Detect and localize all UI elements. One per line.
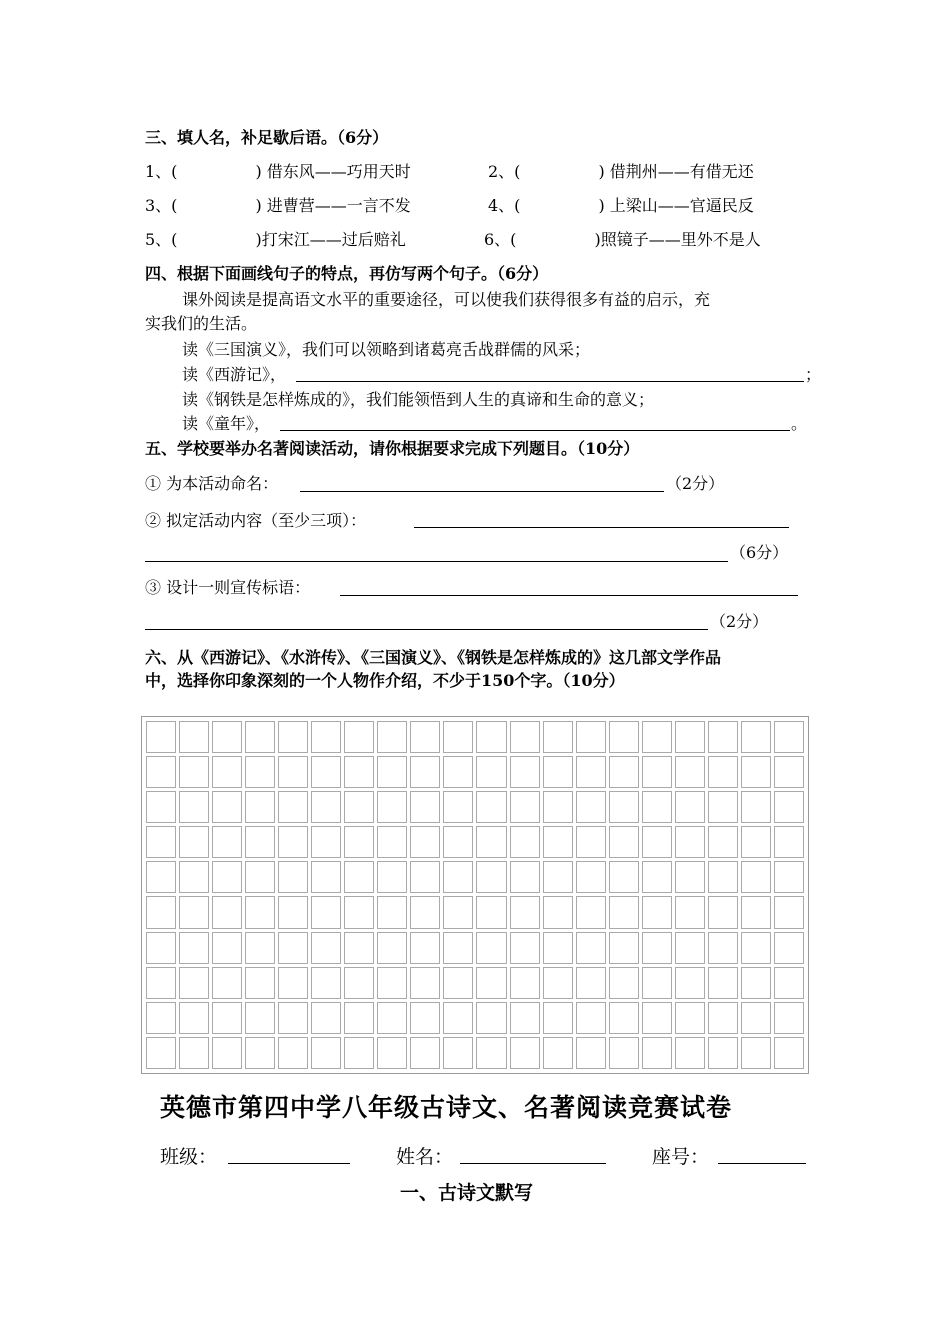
grid-cell[interactable] <box>278 967 308 999</box>
idiom-item-2: 2、( ) 借荆州——有借无还 <box>488 162 754 181</box>
imitation-answer-line-1[interactable] <box>296 381 804 382</box>
idiom-item-3: 3、( ) 进曹营——一言不发 <box>145 196 411 215</box>
grid-cell[interactable] <box>510 1002 540 1034</box>
grid-cell[interactable] <box>708 896 738 928</box>
grid-cell[interactable] <box>609 861 639 893</box>
grid-cell[interactable] <box>377 1002 407 1034</box>
grid-cell[interactable] <box>344 791 374 823</box>
q3-score: （2分） <box>710 612 769 631</box>
grid-cell[interactable] <box>576 756 606 788</box>
grid-cell[interactable] <box>774 967 804 999</box>
grid-cell[interactable] <box>146 861 176 893</box>
grid-cell[interactable] <box>377 1037 407 1069</box>
activity-content-line-2[interactable] <box>145 561 728 562</box>
name-label: 姓名： <box>396 1146 454 1168</box>
grid-cell[interactable] <box>245 861 275 893</box>
grid-cell[interactable] <box>741 896 771 928</box>
grid-cell[interactable] <box>576 1002 606 1034</box>
grid-cell[interactable] <box>708 1002 738 1034</box>
grid-cell[interactable] <box>609 756 639 788</box>
grid-cell[interactable] <box>510 791 540 823</box>
grid-cell[interactable] <box>278 756 308 788</box>
grid-cell[interactable] <box>675 967 705 999</box>
grid-cell[interactable] <box>146 967 176 999</box>
grid-cell[interactable] <box>774 826 804 858</box>
grid-cell[interactable] <box>708 791 738 823</box>
grid-cell[interactable] <box>576 967 606 999</box>
idiom-number: 4、( <box>488 196 521 215</box>
grid-cell[interactable] <box>311 791 341 823</box>
grid-cell[interactable] <box>476 967 506 999</box>
idiom-item-4: 4、( ) 上梁山——官逼民反 <box>488 196 754 215</box>
grid-cell[interactable] <box>774 1002 804 1034</box>
example-sentence: 读《三国演义》，我们可以领略到诸葛亮舌战群儒的风采； <box>182 340 591 359</box>
grid-cell[interactable] <box>377 861 407 893</box>
grid-cell[interactable] <box>212 861 242 893</box>
section4-intro-line1: 课外阅读是提高语文水平的重要途径，可以使我们获得很多有益的启示，充 <box>182 290 711 309</box>
grid-cell[interactable] <box>510 1037 540 1069</box>
name-field[interactable] <box>460 1163 606 1164</box>
grid-cell[interactable] <box>377 721 407 753</box>
grid-cell[interactable] <box>510 756 540 788</box>
q1-label: ① 为本活动命名： <box>145 474 279 493</box>
grid-cell[interactable] <box>443 1002 473 1034</box>
grid-cell[interactable] <box>377 967 407 999</box>
grid-cell[interactable] <box>278 932 308 964</box>
grid-cell[interactable] <box>443 932 473 964</box>
section4-heading: 四、根据下面画线句子的特点，再仿写两个句子。（6分） <box>145 264 549 283</box>
grid-cell[interactable] <box>741 1037 771 1069</box>
grid-cell[interactable] <box>179 1002 209 1034</box>
idiom-item-1: 1、( ) 借东风——巧用天时 <box>145 162 411 181</box>
grid-cell[interactable] <box>774 1037 804 1069</box>
grid-cell[interactable] <box>410 896 440 928</box>
grid-cell[interactable] <box>344 721 374 753</box>
grid-cell[interactable] <box>510 932 540 964</box>
grid-cell[interactable] <box>741 1002 771 1034</box>
grid-cell[interactable] <box>443 1037 473 1069</box>
grid-cell[interactable] <box>708 756 738 788</box>
grid-cell[interactable] <box>476 756 506 788</box>
grid-cell[interactable] <box>344 932 374 964</box>
grid-cell[interactable] <box>609 967 639 999</box>
grid-cell[interactable] <box>410 1037 440 1069</box>
grid-cell[interactable] <box>146 791 176 823</box>
grid-cell[interactable] <box>278 861 308 893</box>
grid-cell[interactable] <box>179 932 209 964</box>
activity-content-line-1[interactable] <box>414 527 789 528</box>
grid-cell[interactable] <box>311 756 341 788</box>
grid-cell[interactable] <box>642 791 672 823</box>
section5-heading: 五、学校要举办名著阅读活动，请你根据要求完成下列题目。（10分） <box>145 439 640 458</box>
grid-cell[interactable] <box>675 861 705 893</box>
grid-cell[interactable] <box>543 791 573 823</box>
grid-cell[interactable] <box>642 721 672 753</box>
grid-cell[interactable] <box>476 932 506 964</box>
grid-cell[interactable] <box>179 756 209 788</box>
grid-cell[interactable] <box>278 896 308 928</box>
grid-cell[interactable] <box>543 1002 573 1034</box>
slogan-line-2[interactable] <box>145 629 708 630</box>
grid-cell[interactable] <box>311 1037 341 1069</box>
q3-label: ③ 设计一则宣传标语： <box>145 578 311 597</box>
grid-cell[interactable] <box>576 1037 606 1069</box>
grid-cell[interactable] <box>278 1002 308 1034</box>
grid-cell[interactable] <box>344 967 374 999</box>
section6-heading-line2: 中，选择你印象深刻的一个人物作介绍，不少于150个字。（10分） <box>145 671 625 690</box>
grid-cell[interactable] <box>609 721 639 753</box>
grid-cell[interactable] <box>675 826 705 858</box>
period: 。 <box>791 414 808 433</box>
grid-cell[interactable] <box>642 896 672 928</box>
grid-cell[interactable] <box>642 1002 672 1034</box>
grid-cell[interactable] <box>476 791 506 823</box>
grid-cell[interactable] <box>410 932 440 964</box>
grid-cell[interactable] <box>344 861 374 893</box>
grid-cell[interactable] <box>443 721 473 753</box>
idiom-number: 5、( <box>145 230 178 249</box>
grid-cell[interactable] <box>476 1002 506 1034</box>
grid-cell[interactable] <box>278 1037 308 1069</box>
grid-cell[interactable] <box>179 861 209 893</box>
grid-cell[interactable] <box>476 826 506 858</box>
grid-cell[interactable] <box>245 721 275 753</box>
idiom-text: 进曹营——一言不发 <box>266 196 411 215</box>
grid-cell[interactable] <box>245 932 275 964</box>
grid-cell[interactable] <box>179 896 209 928</box>
grid-cell[interactable] <box>675 791 705 823</box>
grid-cell[interactable] <box>774 861 804 893</box>
seat-field[interactable] <box>718 1163 806 1164</box>
grid-cell[interactable] <box>245 896 275 928</box>
idiom-number: 3、( <box>145 196 178 215</box>
section6-heading-line1: 六、从《西游记》、《水浒传》、《三国演义》、《钢铁是怎样炼成的》这几部文学作品 <box>145 648 722 667</box>
grid-cell[interactable] <box>443 791 473 823</box>
grid-cell[interactable] <box>642 967 672 999</box>
grid-cell[interactable] <box>642 932 672 964</box>
grid-cell[interactable] <box>311 1002 341 1034</box>
grid-cell[interactable] <box>543 896 573 928</box>
grid-cell[interactable] <box>675 721 705 753</box>
imitation-prompt-2: 读《童年》， <box>182 414 271 433</box>
grid-cell[interactable] <box>377 826 407 858</box>
grid-cell[interactable] <box>344 1002 374 1034</box>
grid-cell[interactable] <box>344 756 374 788</box>
grid-cell[interactable] <box>642 826 672 858</box>
grid-cell[interactable] <box>146 826 176 858</box>
q1-score: （2分） <box>666 474 725 493</box>
grid-cell[interactable] <box>543 721 573 753</box>
grid-cell[interactable] <box>311 932 341 964</box>
grid-cell[interactable] <box>675 1002 705 1034</box>
grid-cell[interactable] <box>675 756 705 788</box>
grid-cell[interactable] <box>576 721 606 753</box>
idiom-number: 6、( <box>484 230 517 249</box>
grid-cell[interactable] <box>576 932 606 964</box>
grid-cell[interactable] <box>576 896 606 928</box>
idiom-item-6: 6、( )照镜子——里外不是人 <box>484 230 761 249</box>
grid-cell[interactable] <box>146 721 176 753</box>
part1-heading: 一、古诗文默写 <box>400 1182 534 1204</box>
grid-cell[interactable] <box>410 826 440 858</box>
grid-cell[interactable] <box>741 826 771 858</box>
section3-heading: 三、填人名，补足歇后语。（6分） <box>145 128 389 147</box>
class-label: 班级： <box>160 1146 218 1168</box>
grid-cell[interactable] <box>476 861 506 893</box>
grid-cell[interactable] <box>510 967 540 999</box>
grid-cell[interactable] <box>443 861 473 893</box>
grid-cell[interactable] <box>774 756 804 788</box>
grid-cell[interactable] <box>510 721 540 753</box>
grid-cell[interactable] <box>443 967 473 999</box>
grid-cell[interactable] <box>212 756 242 788</box>
slogan-line-1[interactable] <box>340 595 798 596</box>
grid-cell[interactable] <box>476 1037 506 1069</box>
grid-cell[interactable] <box>146 896 176 928</box>
grid-cell[interactable] <box>443 896 473 928</box>
grid-cell[interactable] <box>410 756 440 788</box>
section4-intro-line2: 实我们的生活。 <box>145 314 258 333</box>
grid-cell[interactable] <box>146 1037 176 1069</box>
idiom-text: 借东风——巧用天时 <box>266 162 411 181</box>
grid-cell[interactable] <box>543 756 573 788</box>
grid-cell[interactable] <box>344 1037 374 1069</box>
idiom-item-5: 5、( )打宋江——过后赔礼 <box>145 230 406 249</box>
grid-cell[interactable] <box>443 756 473 788</box>
idiom-text: 照镜子——里外不是人 <box>600 230 761 249</box>
grid-cell[interactable] <box>212 721 242 753</box>
grid-cell[interactable] <box>741 721 771 753</box>
grid-cell[interactable] <box>443 826 473 858</box>
grid-cell[interactable] <box>642 756 672 788</box>
grid-cell[interactable] <box>212 967 242 999</box>
idiom-number: 2、( <box>488 162 521 181</box>
grid-cell[interactable] <box>708 826 738 858</box>
grid-cell[interactable] <box>410 791 440 823</box>
grid-cell[interactable] <box>179 721 209 753</box>
grid-cell[interactable] <box>278 791 308 823</box>
idiom-text: 上梁山——官逼民反 <box>609 196 754 215</box>
idiom-number: 1、( <box>145 162 178 181</box>
grid-cell[interactable] <box>741 861 771 893</box>
grid-cell[interactable] <box>741 756 771 788</box>
grid-cell[interactable] <box>609 791 639 823</box>
grid-cell[interactable] <box>543 967 573 999</box>
imitation-prompt-1: 读《西游记》， <box>182 365 287 384</box>
grid-cell[interactable] <box>245 1037 275 1069</box>
grid-cell[interactable] <box>708 861 738 893</box>
activity-name-line[interactable] <box>300 491 664 492</box>
grid-cell[interactable] <box>311 721 341 753</box>
grid-cell[interactable] <box>476 721 506 753</box>
grid-cell[interactable] <box>741 791 771 823</box>
grid-cell[interactable] <box>609 826 639 858</box>
grid-cell[interactable] <box>576 791 606 823</box>
grid-cell[interactable] <box>146 932 176 964</box>
grid-cell[interactable] <box>377 756 407 788</box>
grid-cell[interactable] <box>212 826 242 858</box>
grid-cell[interactable] <box>609 932 639 964</box>
grid-cell[interactable] <box>212 896 242 928</box>
exam-title: 英德市第四中学八年级古诗文、名著阅读竞赛试卷 <box>160 1093 733 1122</box>
grid-cell[interactable] <box>741 967 771 999</box>
grid-cell[interactable] <box>311 967 341 999</box>
grid-cell[interactable] <box>344 896 374 928</box>
composition-grid[interactable] <box>141 716 809 1074</box>
grid-cell[interactable] <box>179 791 209 823</box>
grid-cell[interactable] <box>245 967 275 999</box>
grid-cell[interactable] <box>377 932 407 964</box>
q2-label: ② 拟定活动内容（至少三项）： <box>145 511 367 530</box>
grid-cell[interactable] <box>278 721 308 753</box>
grid-cell[interactable] <box>708 967 738 999</box>
grid-cell[interactable] <box>609 1002 639 1034</box>
grid-cell[interactable] <box>245 791 275 823</box>
grid-cell[interactable] <box>146 756 176 788</box>
grid-cell[interactable] <box>377 791 407 823</box>
grid-cell[interactable] <box>510 896 540 928</box>
grid-cell[interactable] <box>576 861 606 893</box>
grid-cell[interactable] <box>179 967 209 999</box>
grid-cell[interactable] <box>543 826 573 858</box>
grid-cell[interactable] <box>543 932 573 964</box>
grid-cell[interactable] <box>741 932 771 964</box>
grid-cell[interactable] <box>410 861 440 893</box>
grid-cell[interactable] <box>609 896 639 928</box>
grid-cell[interactable] <box>377 896 407 928</box>
grid-cell[interactable] <box>642 1037 672 1069</box>
grid-cell[interactable] <box>245 826 275 858</box>
idiom-text: 借荆州——有借无还 <box>609 162 754 181</box>
example-sentence-2: 读《钢铁是怎样炼成的》，我们能领悟到人生的真谛和生命的意义； <box>182 390 655 409</box>
grid-cell[interactable] <box>708 721 738 753</box>
grid-cell[interactable] <box>774 932 804 964</box>
semicolon: ； <box>805 365 822 384</box>
grid-cell[interactable] <box>146 1002 176 1034</box>
imitation-answer-line-2[interactable] <box>280 430 790 431</box>
grid-cell[interactable] <box>774 721 804 753</box>
grid-cell[interactable] <box>543 1037 573 1069</box>
grid-cell[interactable] <box>410 721 440 753</box>
q2-score: （6分） <box>730 543 789 562</box>
grid-cell[interactable] <box>179 1037 209 1069</box>
grid-cell[interactable] <box>212 1002 242 1034</box>
grid-cell[interactable] <box>212 791 242 823</box>
grid-cell[interactable] <box>245 756 275 788</box>
grid-cell[interactable] <box>543 861 573 893</box>
grid-cell[interactable] <box>708 932 738 964</box>
grid-cell[interactable] <box>510 826 540 858</box>
grid-cell[interactable] <box>212 1037 242 1069</box>
grid-cell[interactable] <box>311 896 341 928</box>
grid-cell[interactable] <box>609 1037 639 1069</box>
grid-cell[interactable] <box>774 896 804 928</box>
grid-cell[interactable] <box>675 932 705 964</box>
grid-cell[interactable] <box>774 791 804 823</box>
grid-cell[interactable] <box>675 1037 705 1069</box>
grid-cell[interactable] <box>179 826 209 858</box>
grid-cell[interactable] <box>675 896 705 928</box>
grid-cell[interactable] <box>245 1002 275 1034</box>
class-field[interactable] <box>228 1163 350 1164</box>
grid-cell[interactable] <box>576 826 606 858</box>
grid-cell[interactable] <box>311 861 341 893</box>
grid-cell[interactable] <box>278 826 308 858</box>
grid-cell[interactable] <box>212 932 242 964</box>
grid-cell[interactable] <box>708 1037 738 1069</box>
grid-cell[interactable] <box>510 861 540 893</box>
grid-cell[interactable] <box>344 826 374 858</box>
seat-label: 座号： <box>652 1146 710 1168</box>
grid-cell[interactable] <box>410 967 440 999</box>
grid-cell[interactable] <box>642 861 672 893</box>
grid-cell[interactable] <box>476 896 506 928</box>
idiom-text: 打宋江——过后赔礼 <box>261 230 406 249</box>
grid-cell[interactable] <box>311 826 341 858</box>
grid-cell[interactable] <box>410 1002 440 1034</box>
